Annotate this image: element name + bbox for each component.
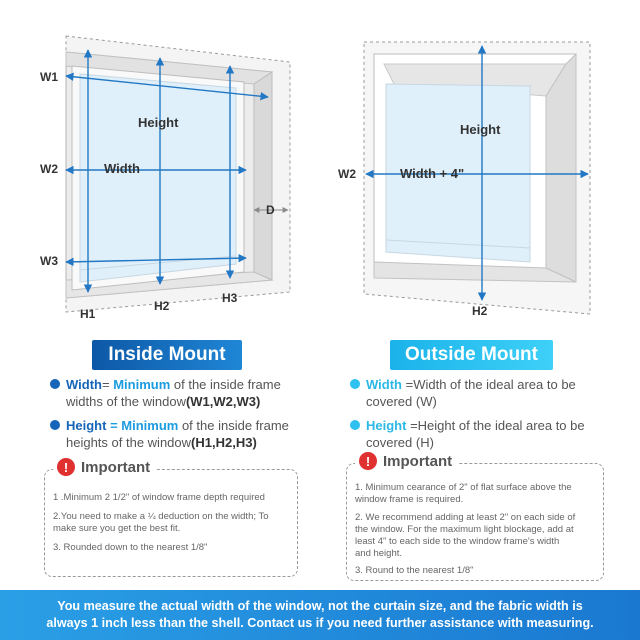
footer-line-1: You measure the actual width of the window, not the curtain size, and the fabric width is bbox=[57, 599, 583, 613]
note-line: 2.You need to make a ¼ deduction on the width; To bbox=[53, 511, 269, 522]
note-line: the window. For the maximum light blockage, add at bbox=[355, 524, 574, 535]
exclamation-icon: ! bbox=[359, 452, 377, 470]
label-outside-width: Width + 4" bbox=[400, 166, 465, 181]
label-outside-w2: W2 bbox=[338, 167, 356, 181]
width-term: Width bbox=[366, 377, 402, 392]
exclamation-icon: ! bbox=[57, 458, 75, 476]
note-line: least 4" to each side to the window frame's width bbox=[355, 536, 560, 547]
note-line: and height. bbox=[355, 548, 403, 559]
label-w1: W1 bbox=[40, 70, 58, 84]
bullet-dot bbox=[350, 379, 360, 389]
inside-width-definition: Width= Minimum of the inside frame widths of the window(W1,W2,W3) bbox=[66, 376, 306, 410]
bullet-dot bbox=[350, 420, 360, 430]
label-depth: D bbox=[266, 203, 275, 217]
label-w3: W3 bbox=[40, 254, 58, 268]
important-heading: ! Important bbox=[355, 452, 458, 470]
note-line: 3. Rounded down to the nearest 1/8" bbox=[53, 542, 208, 553]
note-line: 1 .Minimum 2 1/2" of window frame depth required bbox=[53, 492, 265, 503]
note-line: 3. Round to the nearest 1/8" bbox=[355, 565, 474, 576]
footer-banner bbox=[0, 590, 640, 640]
inside-window-glass bbox=[80, 74, 236, 282]
note-line: make sure you get the best fit. bbox=[53, 523, 181, 534]
width-term: Width bbox=[66, 377, 102, 392]
height-term: Height bbox=[366, 418, 407, 433]
label-h2: H2 bbox=[154, 299, 170, 313]
inside-height-definition: Height = Minimum of the inside frame heights of the window(H1,H2,H3) bbox=[66, 417, 306, 451]
outside-width-definition: Width =Width of the ideal area to be covered (W) bbox=[366, 376, 606, 410]
important-notes-inside bbox=[44, 458, 298, 577]
label-h3: H3 bbox=[222, 291, 238, 305]
label-inside-height: Height bbox=[138, 115, 179, 130]
label-outside-h2: H2 bbox=[472, 304, 488, 318]
height-term: Height bbox=[66, 418, 107, 433]
important-notes-outside bbox=[346, 452, 604, 581]
label-w2: W2 bbox=[40, 162, 58, 176]
bullet-dot bbox=[50, 379, 60, 389]
label-inside-width: Width bbox=[104, 161, 140, 176]
label-outside-height: Height bbox=[460, 122, 501, 137]
note-line: 2. We recommend adding at least 2" on each side of bbox=[355, 512, 576, 523]
outside-mount-window bbox=[364, 42, 590, 314]
inside-mount-window bbox=[66, 36, 290, 312]
footer-line-2: always 1 inch less than the shell. Contact us if you need further assistance with measuring. bbox=[46, 616, 594, 630]
label-h1: H1 bbox=[80, 307, 96, 321]
bullet-dot bbox=[50, 420, 60, 430]
outside-mount-title: Outside Mount bbox=[390, 340, 553, 370]
important-heading: ! Important bbox=[53, 458, 156, 476]
inside-mount-title: Inside Mount bbox=[92, 340, 242, 370]
outside-height-definition: Height =Height of the ideal area to be covered (H) bbox=[366, 417, 606, 451]
note-line: 1. Minimum cearance of 2" of flat surface above the bbox=[355, 482, 572, 493]
note-line: window frame is required. bbox=[355, 494, 464, 505]
